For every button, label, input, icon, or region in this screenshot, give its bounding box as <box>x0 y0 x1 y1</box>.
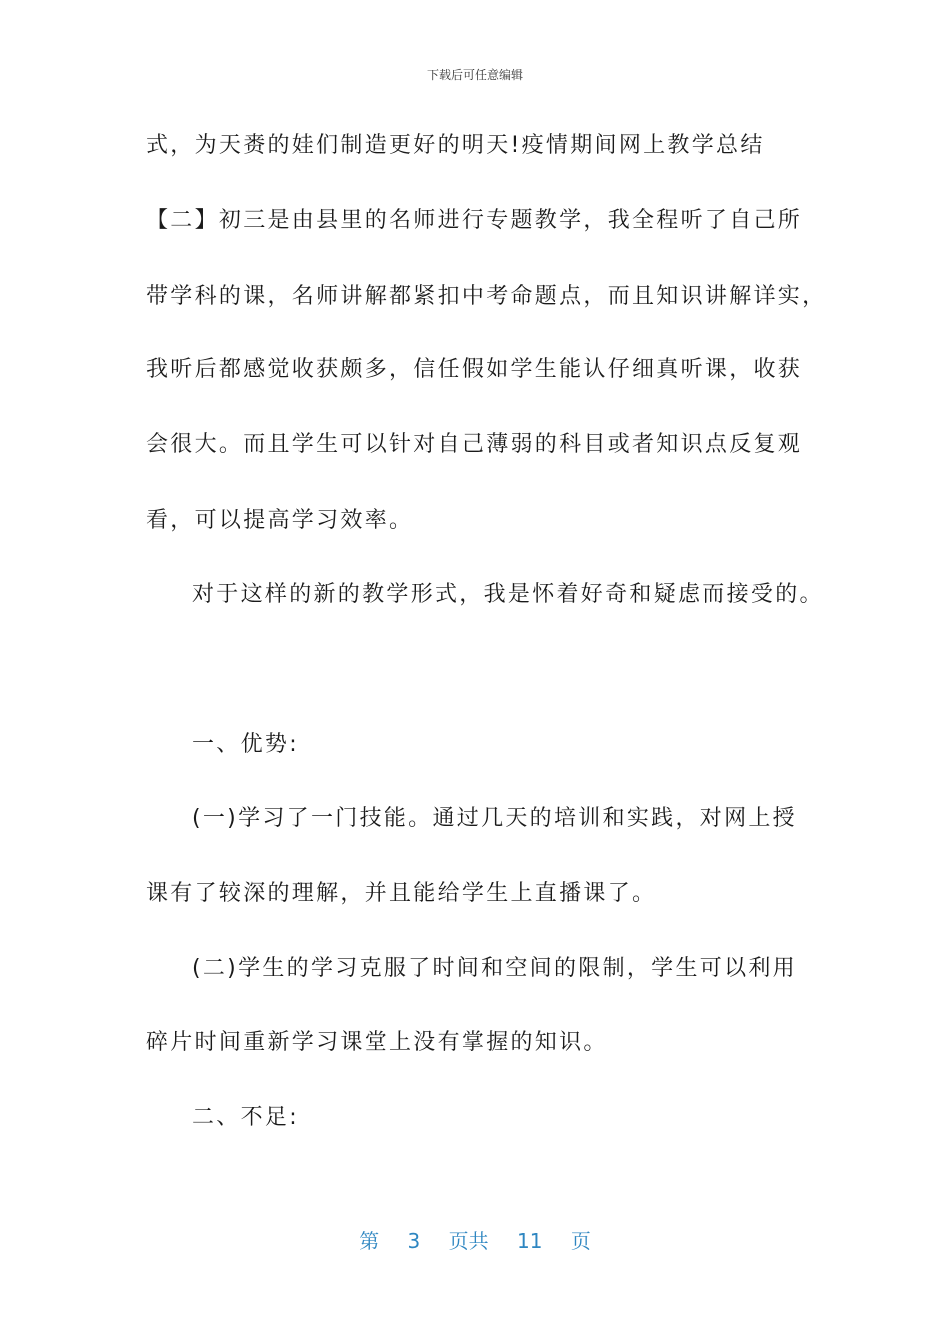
body-line-7: 对于这样的新的教学形式，我是怀着好奇和疑虑而接受的。 <box>192 582 824 607</box>
body-line-6: 看，可以提高学习效率。 <box>146 508 414 533</box>
body-line-2: 【二】初三是由县里的名师进行专题教学，我全程听了自己所 <box>146 208 803 233</box>
body-line-12: 碎片时间重新学习课堂上没有掌握的知识。 <box>146 1030 608 1055</box>
footer-total-pages: 11 <box>517 1229 543 1253</box>
page-header: 下载后可任意编辑 <box>426 68 523 82</box>
body-line-9: (一)学习了一门技能。通过几天的培训和实践，对网上授 <box>192 806 797 831</box>
footer-suffix: 页 <box>570 1229 591 1253</box>
footer-page-number: 3 <box>407 1229 421 1253</box>
page-footer <box>0 1225 950 1254</box>
section-heading-advantages: 一、优势: <box>192 732 299 757</box>
body-line-10: 课有了较深的理解，并且能给学生上直播课了。 <box>146 881 657 906</box>
body-line-5: 会很大。而且学生可以针对自己薄弱的科目或者知识点反复观 <box>146 432 803 457</box>
footer-middle: 页共 <box>448 1229 489 1253</box>
body-line-3: 带学科的课，名师讲解都紧扣中考命题点，而且知识讲解详实， <box>146 284 827 309</box>
section-heading-shortcomings: 二、不足: <box>192 1105 299 1130</box>
body-line-11: (二)学生的学习克服了时间和空间的限制，学生可以利用 <box>192 956 797 981</box>
body-line-1: 式，为天赉的娃们制造更好的明天!疫情期间网上教学总结 <box>146 133 765 158</box>
footer-prefix: 第 <box>359 1229 380 1253</box>
body-line-4: 我听后都感觉收获颇多，信任假如学生能认仔细真听课，收获 <box>146 357 803 382</box>
